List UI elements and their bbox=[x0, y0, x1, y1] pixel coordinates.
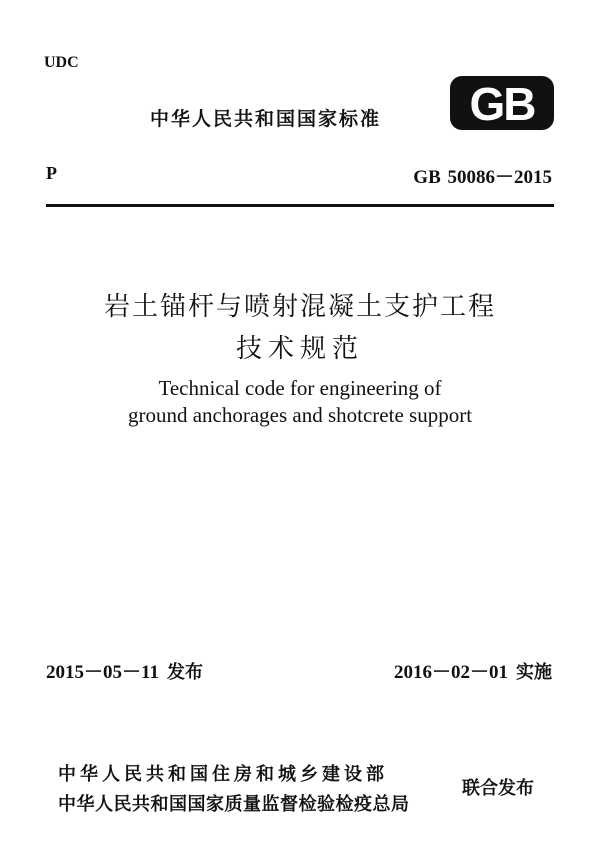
publisher-line1: 中华人民共和国住房和城乡建设部 bbox=[58, 764, 388, 785]
gb-logo-text: GB bbox=[469, 78, 535, 130]
standard-number: GB 50086－2015 bbox=[413, 167, 552, 188]
gb-logo bbox=[448, 74, 556, 132]
implementation-date-block bbox=[394, 657, 552, 684]
publisher-line2: 中华人民共和国国家质量监督检验检疫总局 bbox=[58, 794, 410, 815]
joint-issue-label: 联合发布 bbox=[462, 778, 534, 799]
issue-date-block bbox=[46, 657, 203, 684]
issue-label: 发布 bbox=[166, 662, 203, 683]
implementation-date: 2016－02－01 bbox=[393, 662, 508, 683]
title-en-line1: Technical code for engineering of bbox=[158, 376, 442, 400]
title-cn-line2: 技术规范 bbox=[235, 334, 364, 364]
implementation-label: 实施 bbox=[516, 662, 552, 683]
classification-code: P bbox=[46, 163, 57, 183]
title-en-line2: ground anchorages and shotcrete support bbox=[127, 403, 473, 427]
issue-date: 2015－05－11 bbox=[46, 662, 159, 683]
national-standard-label: 中华人民共和国国家标准 bbox=[150, 108, 382, 130]
title-cn-line1: 岩土锚杆与喷射混凝土支护工程 bbox=[103, 292, 496, 322]
header-divider bbox=[46, 204, 554, 207]
udc-label: UDC bbox=[44, 54, 79, 71]
